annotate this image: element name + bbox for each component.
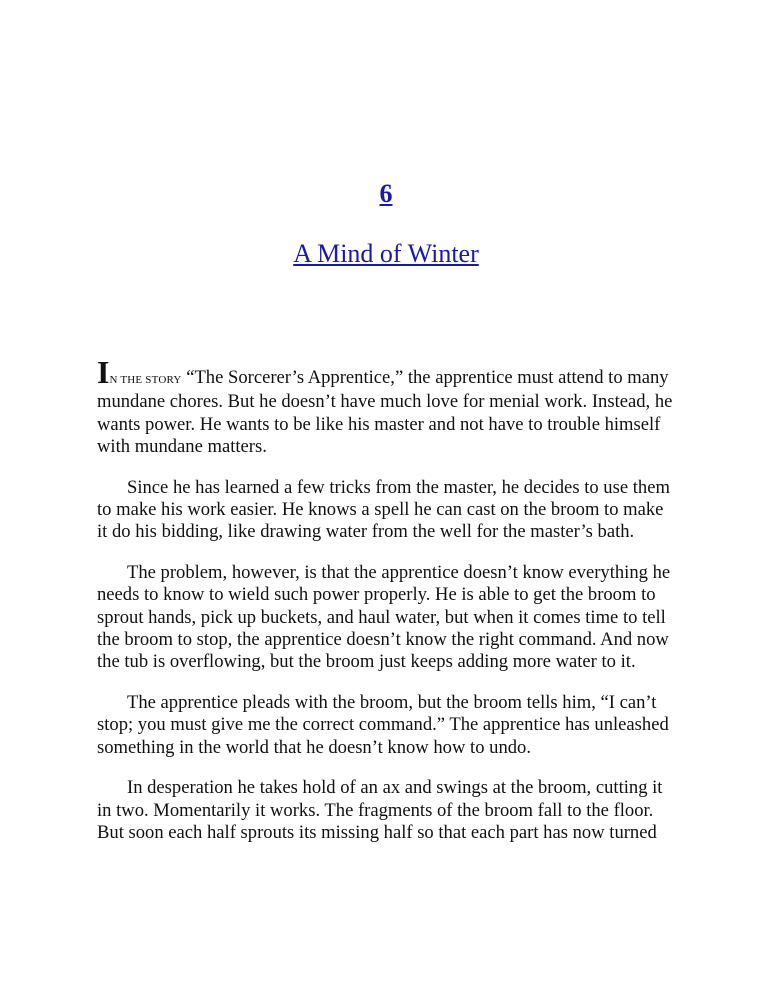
paragraph-3: The problem, however, is that the apprentice doesn’t know everything he needs to know to wield such power properly. He is able to get the broom to sprout hands, pick up buckets, and haul water, but when it comes time to tell the broom to stop, the apprentice doesn’t know the right command. And now the tub is overflowing, but the broom just keeps adding more water to it. [97, 561, 671, 673]
chapter-title [0, 236, 772, 272]
chapter-body [97, 354, 677, 862]
paragraph-1 [97, 354, 677, 459]
chapter-number-link[interactable]: 6 [379, 179, 393, 208]
drop-cap: I [97, 354, 110, 390]
paragraph-4: The apprentice pleads with the broom, but the broom tells him, “I can’t stop; you must give me the correct command.” The apprentice has unleashed something in the world that he doesn’t know how to undo. [97, 691, 669, 758]
paragraph-5: In desperation he takes hold of an ax and swings at the broom, cutting it in two. Momentarily it works. The fragments of the broom fall to the floor. But soon each half sprouts its missing half so that each part has now turned [97, 777, 663, 843]
paragraph-2: Since he has learned a few tricks from the master, he decides to use them to make his work easier. He knows a spell he can cast on the broom to make it do his bidding, like drawing water from the well for the master’s bath. [97, 476, 670, 543]
chapter-title-link[interactable]: A Mind of Winter [293, 239, 479, 268]
paragraph-1-text: “The Sorcerer’s Apprentice,” the apprentice must attend to many mundane chores. But he doesn’t have much love for menial work. Instead, he wants power. He wants to be like his master and not have to trouble himself with mundane matters. [97, 367, 673, 458]
chapter-number [0, 176, 772, 212]
lead-in-small-caps: N THE STORY [109, 374, 182, 386]
